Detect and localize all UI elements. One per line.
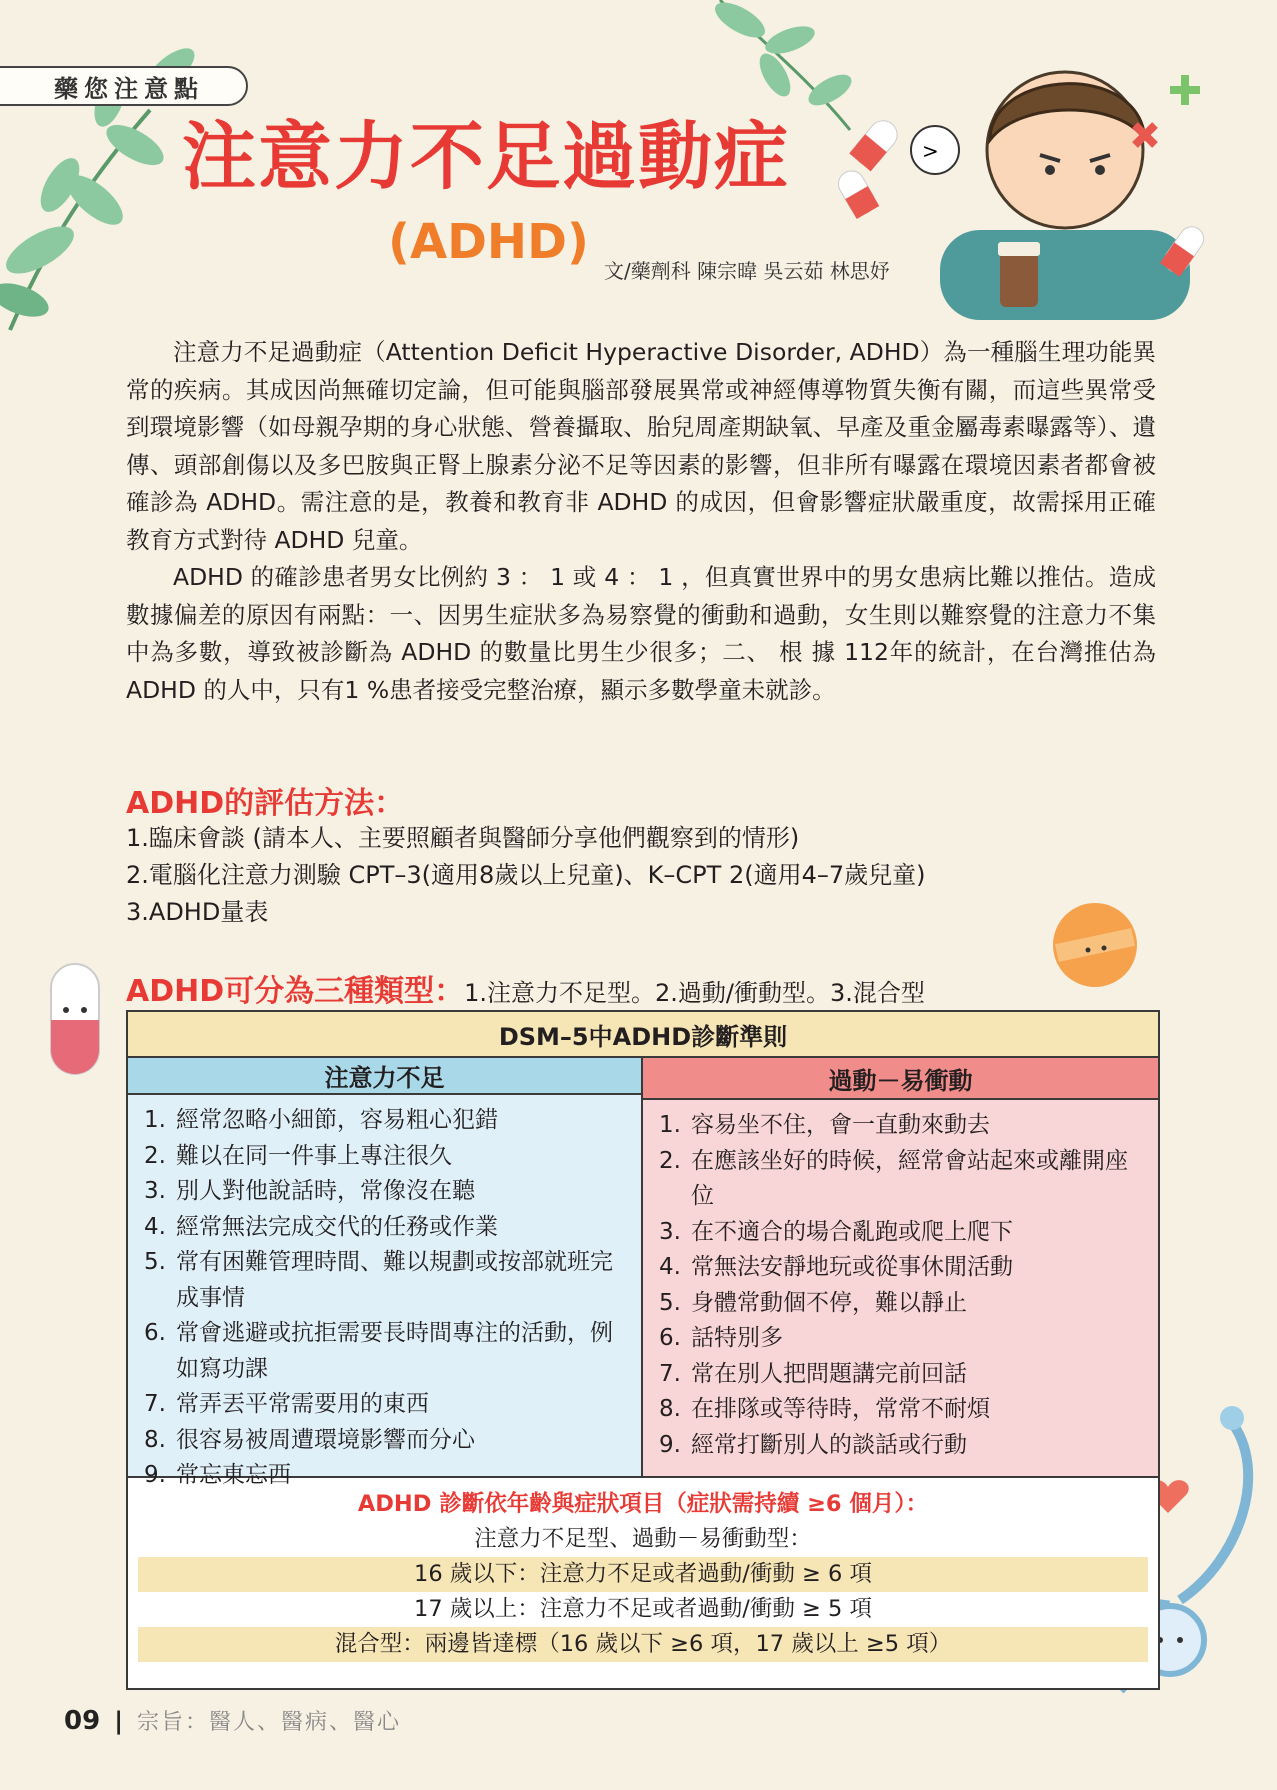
list-item <box>659 1144 1148 1215</box>
list-item <box>659 1428 1148 1464</box>
table-columns <box>128 1058 1158 1488</box>
table-title: DSM–5中ADHD診斷準則 <box>128 1012 1158 1058</box>
footer-separator: | <box>114 1706 123 1735</box>
list-item <box>659 1321 1148 1357</box>
orange-pill-illustration <box>1050 900 1140 990</box>
item-text: 經常無法完成交代的任務或作業 <box>176 1213 498 1240</box>
item-number: 9. <box>659 1431 681 1458</box>
assessment-list <box>126 820 925 931</box>
list-item <box>144 1174 631 1210</box>
item-text: 常有困難管理時間、難以規劃或按部就班完成事情 <box>176 1249 613 1311</box>
item-number: 1. <box>144 1107 166 1133</box>
assessment-item: 2.電腦化注意力測驗 CPT–3(適用8歲以上兒童)、K–CPT 2(適用4–7歲兒童) <box>126 861 926 889</box>
list-item <box>144 1210 631 1246</box>
section-tab-label: 藥您注意點 <box>54 74 204 103</box>
assessment-item: 1.臨床會談 (請本人、主要照顧者與醫師分享他們觀察到的情形) <box>126 824 800 852</box>
item-number: 7. <box>144 1391 166 1417</box>
item-number: 1. <box>659 1112 681 1138</box>
assessment-heading: ADHD的評估方法： <box>126 786 405 821</box>
footer-row: 16 歲以下：注意力不足或者過動/衝動 ≥ 6 項 <box>138 1557 1148 1592</box>
hyperactivity-list <box>643 1100 1158 1463</box>
list-item <box>144 1423 631 1459</box>
item-number: 3. <box>144 1178 166 1204</box>
item-text: 身體常動個不停，難以靜止 <box>691 1289 967 1316</box>
item-text: 容易坐不住，會一直動來動去 <box>691 1112 990 1138</box>
item-text: 在不適合的場合亂跑或爬上爬下 <box>691 1218 1013 1245</box>
inattention-header: 注意力不足 <box>128 1058 641 1095</box>
paragraph-gender-ratio: ADHD 的確診患者男女比例約 3 ： 1 或 4 ： 1 ，但真實世界中的男女患病比難以推估。造成數據偏差的原因有兩點：一、因男生症狀多為易察覺的衝動和過動，女生則以難察覺的注意力不集中為多數，導致被診斷為 ADHD 的數量比男生少很多；二、 根 據 112年的統計，在台灣推估為 ADHD 的人中，只有1 %患者接受完整治療，顯示多數學童未就診。 <box>126 563 1156 704</box>
item-number: 2. <box>144 1142 166 1169</box>
page-number: 09 <box>64 1705 101 1736</box>
item-text: 話特別多 <box>691 1325 783 1351</box>
hyperactivity-column <box>643 1058 1158 1476</box>
footer-row: 混合型：兩邊皆達標（16 歲以下 ≥6 項，17 歲以上 ≥5 項） <box>138 1627 1148 1662</box>
item-text: 經常忽略小細節，容易粗心犯錯 <box>176 1107 498 1133</box>
list-item <box>659 1250 1148 1286</box>
inattention-column <box>128 1058 643 1488</box>
item-number: 5. <box>659 1289 681 1316</box>
item-text: 在排隊或等待時，常常不耐煩 <box>691 1396 990 1422</box>
list-item <box>144 1245 631 1316</box>
article-title: 注意力不足過動症 <box>182 114 790 200</box>
page-footer <box>64 1705 401 1736</box>
list-item <box>144 1387 631 1423</box>
author-line: 文/藥劑科 陳宗暐 吳云茹 林思妤 <box>604 259 890 283</box>
item-number: 3. <box>659 1218 681 1245</box>
article-subtitle: (ADHD) <box>388 214 589 270</box>
item-number: 7. <box>659 1360 681 1387</box>
item-text: 常忘東忘西 <box>176 1462 291 1488</box>
list-item <box>659 1392 1148 1428</box>
list-item <box>659 1108 1148 1144</box>
table-footer <box>128 1478 1158 1662</box>
footer-title: ADHD 診斷依年齡與症狀項目（症狀需持續 ≥6 個月）： <box>357 1491 929 1517</box>
assessment-item: 3.ADHD量表 <box>126 898 269 926</box>
item-text: 常弄丟平常需要用的東西 <box>176 1391 429 1417</box>
item-text: 在應該坐好的時候，經常會站起來或離開座位 <box>691 1147 1128 1209</box>
item-number: 6. <box>144 1320 166 1346</box>
capsule-pill-right-illustration <box>1160 220 1210 280</box>
types-line <box>126 966 925 1010</box>
types-heading: ADHD可分為三種類型： <box>126 974 465 1009</box>
item-text: 常會逃避或抗拒需要長時間專注的活動，例如寫功課 <box>176 1320 613 1382</box>
article-body <box>126 334 1156 709</box>
item-number: 2. <box>659 1147 681 1174</box>
list-item <box>144 1139 631 1175</box>
section-tab <box>0 66 248 106</box>
list-item <box>144 1103 631 1139</box>
item-number: 5. <box>144 1249 166 1275</box>
item-text: 很容易被周遭環境影響而分心 <box>176 1426 475 1453</box>
item-number: 8. <box>659 1396 681 1422</box>
list-item <box>659 1286 1148 1322</box>
list-item <box>659 1357 1148 1393</box>
inattention-list <box>128 1095 641 1494</box>
item-number: 4. <box>144 1213 166 1240</box>
item-text: 別人對他說話時，常像沒在聽 <box>176 1178 475 1204</box>
item-number: 6. <box>659 1325 681 1351</box>
pink-capsule-mascot-illustration <box>46 960 106 1080</box>
item-text: 難以在同一件事上專注很久 <box>176 1142 452 1169</box>
list-item <box>659 1215 1148 1251</box>
footer-row: 17 歲以上：注意力不足或者過動/衝動 ≥ 5 項 <box>414 1596 872 1622</box>
item-text: 常無法安靜地玩或從事休閒活動 <box>691 1254 1013 1280</box>
types-text: 1.注意力不足型。2.過動/衝動型。3.混合型 <box>464 979 925 1007</box>
item-number: 9. <box>144 1462 166 1488</box>
item-number: 8. <box>144 1426 166 1453</box>
footer-motto: 宗旨：醫人、醫病、醫心 <box>136 1710 401 1735</box>
svg-text:>: > <box>922 139 939 163</box>
list-item <box>144 1316 631 1387</box>
capsule-pills-illustration <box>830 110 930 220</box>
hyperactivity-header: 過動－易衝動 <box>643 1058 1158 1100</box>
paragraph-intro: 注意力不足過動症（Attention Deficit Hyperactive Disorder, ADHD）為一種腦生理功能異常的疾病。其成因尚無確切定論，但可能與腦部發展異常或神經傳導物質失衡有關，而這些異常受到環境影響（如母親孕期的身心狀態、營養攝取、胎兒周產期缺氧、早產及重金屬毒素曝露等）、遺傳、頭部創傷以及多巴胺與正腎上腺素分泌不足等因素的影響，但非所有曝露在環境因素者都會被確診為 ADHD。需注意的是，教養和教育非 ADHD 的成因，但會影響症狀嚴重度，故需採用正確教育方式對待 ADHD 兒童。 <box>126 338 1156 554</box>
footer-row: 注意力不足型、過動－易衝動型： <box>474 1526 812 1552</box>
item-text: 經常打斷別人的談話或行動 <box>691 1431 967 1458</box>
dsm5-criteria-table <box>126 1010 1160 1690</box>
item-text: 常在別人把問題講完前回話 <box>691 1360 967 1387</box>
item-number: 4. <box>659 1254 681 1280</box>
